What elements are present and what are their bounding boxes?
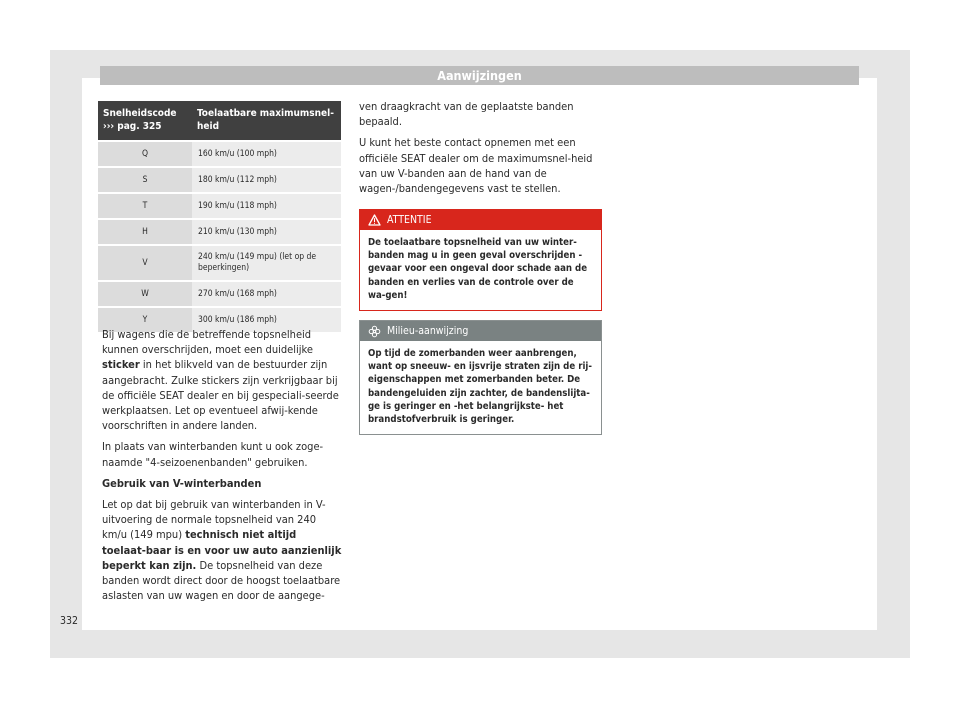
table-row: [98, 245, 341, 281]
max-speed-cell: 300 km/u (186 mph): [192, 307, 341, 332]
section-header: Aanwijzingen: [100, 66, 859, 85]
speed-code-cell: Y: [98, 307, 192, 332]
left-column: [102, 327, 342, 609]
text-run: in het blikveld van de bestuurder zijn aangebracht. Zulke stickers zijn verkrijgbaar bij de officiële SEAT dealer en bij gespeciali-seerde werkplaatsen. Let op eventueel afwij-kende voorschriften in andere landen.: [102, 358, 339, 433]
environment-title: Milieu-aanwijzing: [387, 325, 469, 337]
page-number: 332: [60, 615, 79, 627]
bold-text: sticker: [102, 358, 140, 372]
warning-triangle-icon: [368, 214, 381, 226]
max-speed-cell: 210 km/u (130 mph): [192, 219, 341, 245]
warning-header: [360, 210, 601, 230]
text-run: Let op dat bij gebruik van winterbanden in V-uitvoering de normale topsnelheid van 240 km/u (149 mpu): [102, 498, 326, 542]
max-speed-cell: 270 km/u (168 mph): [192, 281, 341, 307]
dealer-paragraph: U kunt het beste contact opnemen met een officiële SEAT dealer om de maximumsnel-heid van uw V-banden aan de hand van de wagen-/bandengegevens vast te stellen.: [359, 136, 593, 196]
all-season-paragraph: In plaats van winterbanden kunt u ook zoge-naamde "4-seizoenenbanden" gebruiken.: [102, 440, 324, 469]
warning-title: ATTENTIE: [387, 214, 432, 226]
text-run: De topsnelheid van deze banden wordt direct door de hoogst toelaatbare aslasten van uw wagen en door de aangege-: [102, 558, 341, 603]
table-row: [98, 219, 341, 245]
warning-box: [359, 209, 602, 311]
table-header-row: [98, 101, 341, 141]
speed-code-cell: S: [98, 167, 192, 193]
load-capacity-paragraph: ven draagkracht van de geplaatste banden bepaald.: [359, 100, 574, 129]
speed-code-table: [98, 101, 341, 332]
v-winter-paragraph: [102, 497, 342, 603]
subheading-text: Gebruik van V-winterbanden: [102, 476, 262, 490]
right-column: [359, 99, 600, 202]
warning-text: De toelaatbare topsnelheid van uw winter-banden mag u in geen geval overschrijden - gevaar voor een ongeval door schade aan de banden en verlies van de controle over de wa-gen!: [368, 237, 588, 301]
table-row: [98, 193, 341, 219]
sticker-paragraph: [102, 327, 342, 433]
max-speed-cell: 190 km/u (118 mph): [192, 193, 341, 219]
header-max-speed: Toelaatbare maximumsnel- heid: [192, 101, 341, 141]
table-body: [98, 141, 341, 332]
subheading: [102, 476, 342, 491]
table-row: [98, 141, 341, 167]
flower-icon: [368, 325, 381, 338]
speed-code-cell: W: [98, 281, 192, 307]
speed-code-cell: T: [98, 193, 192, 219]
header-speed-code: Snelheidscode ››› pag. 325: [98, 101, 192, 141]
max-speed-cell: 160 km/u (100 mph): [192, 141, 341, 167]
table-row: [98, 167, 341, 193]
max-speed-cell: 240 km/u (149 mpu) (let op de beperkingen): [192, 245, 341, 281]
environment-box: [359, 320, 602, 435]
environment-header: [360, 321, 601, 341]
speed-code-cell: V: [98, 245, 192, 281]
table-row: [98, 281, 341, 307]
max-speed-cell: 180 km/u (112 mph): [192, 167, 341, 193]
bold-text: technisch niet altijd toelaat-baar is en voor uw auto aanzienlijk beperkt kan zijn.: [102, 528, 342, 572]
speed-code-cell: H: [98, 219, 192, 245]
speed-code-cell: Q: [98, 141, 192, 167]
text-run: Bij wagens die de betreffende topsnelheid kunnen overschrijden, moet een duidelijke: [102, 328, 313, 357]
environment-text: Op tijd de zomerbanden weer aanbrengen, want op sneeuw- en ijsvrije straten zijn de rij-eigenschappen met zomerbanden beter. De bandengeluiden zijn zachter, de bandenslijta-ge is geringer en -het belangrijkste- het brandstofverbruik is geringer.: [368, 348, 592, 426]
